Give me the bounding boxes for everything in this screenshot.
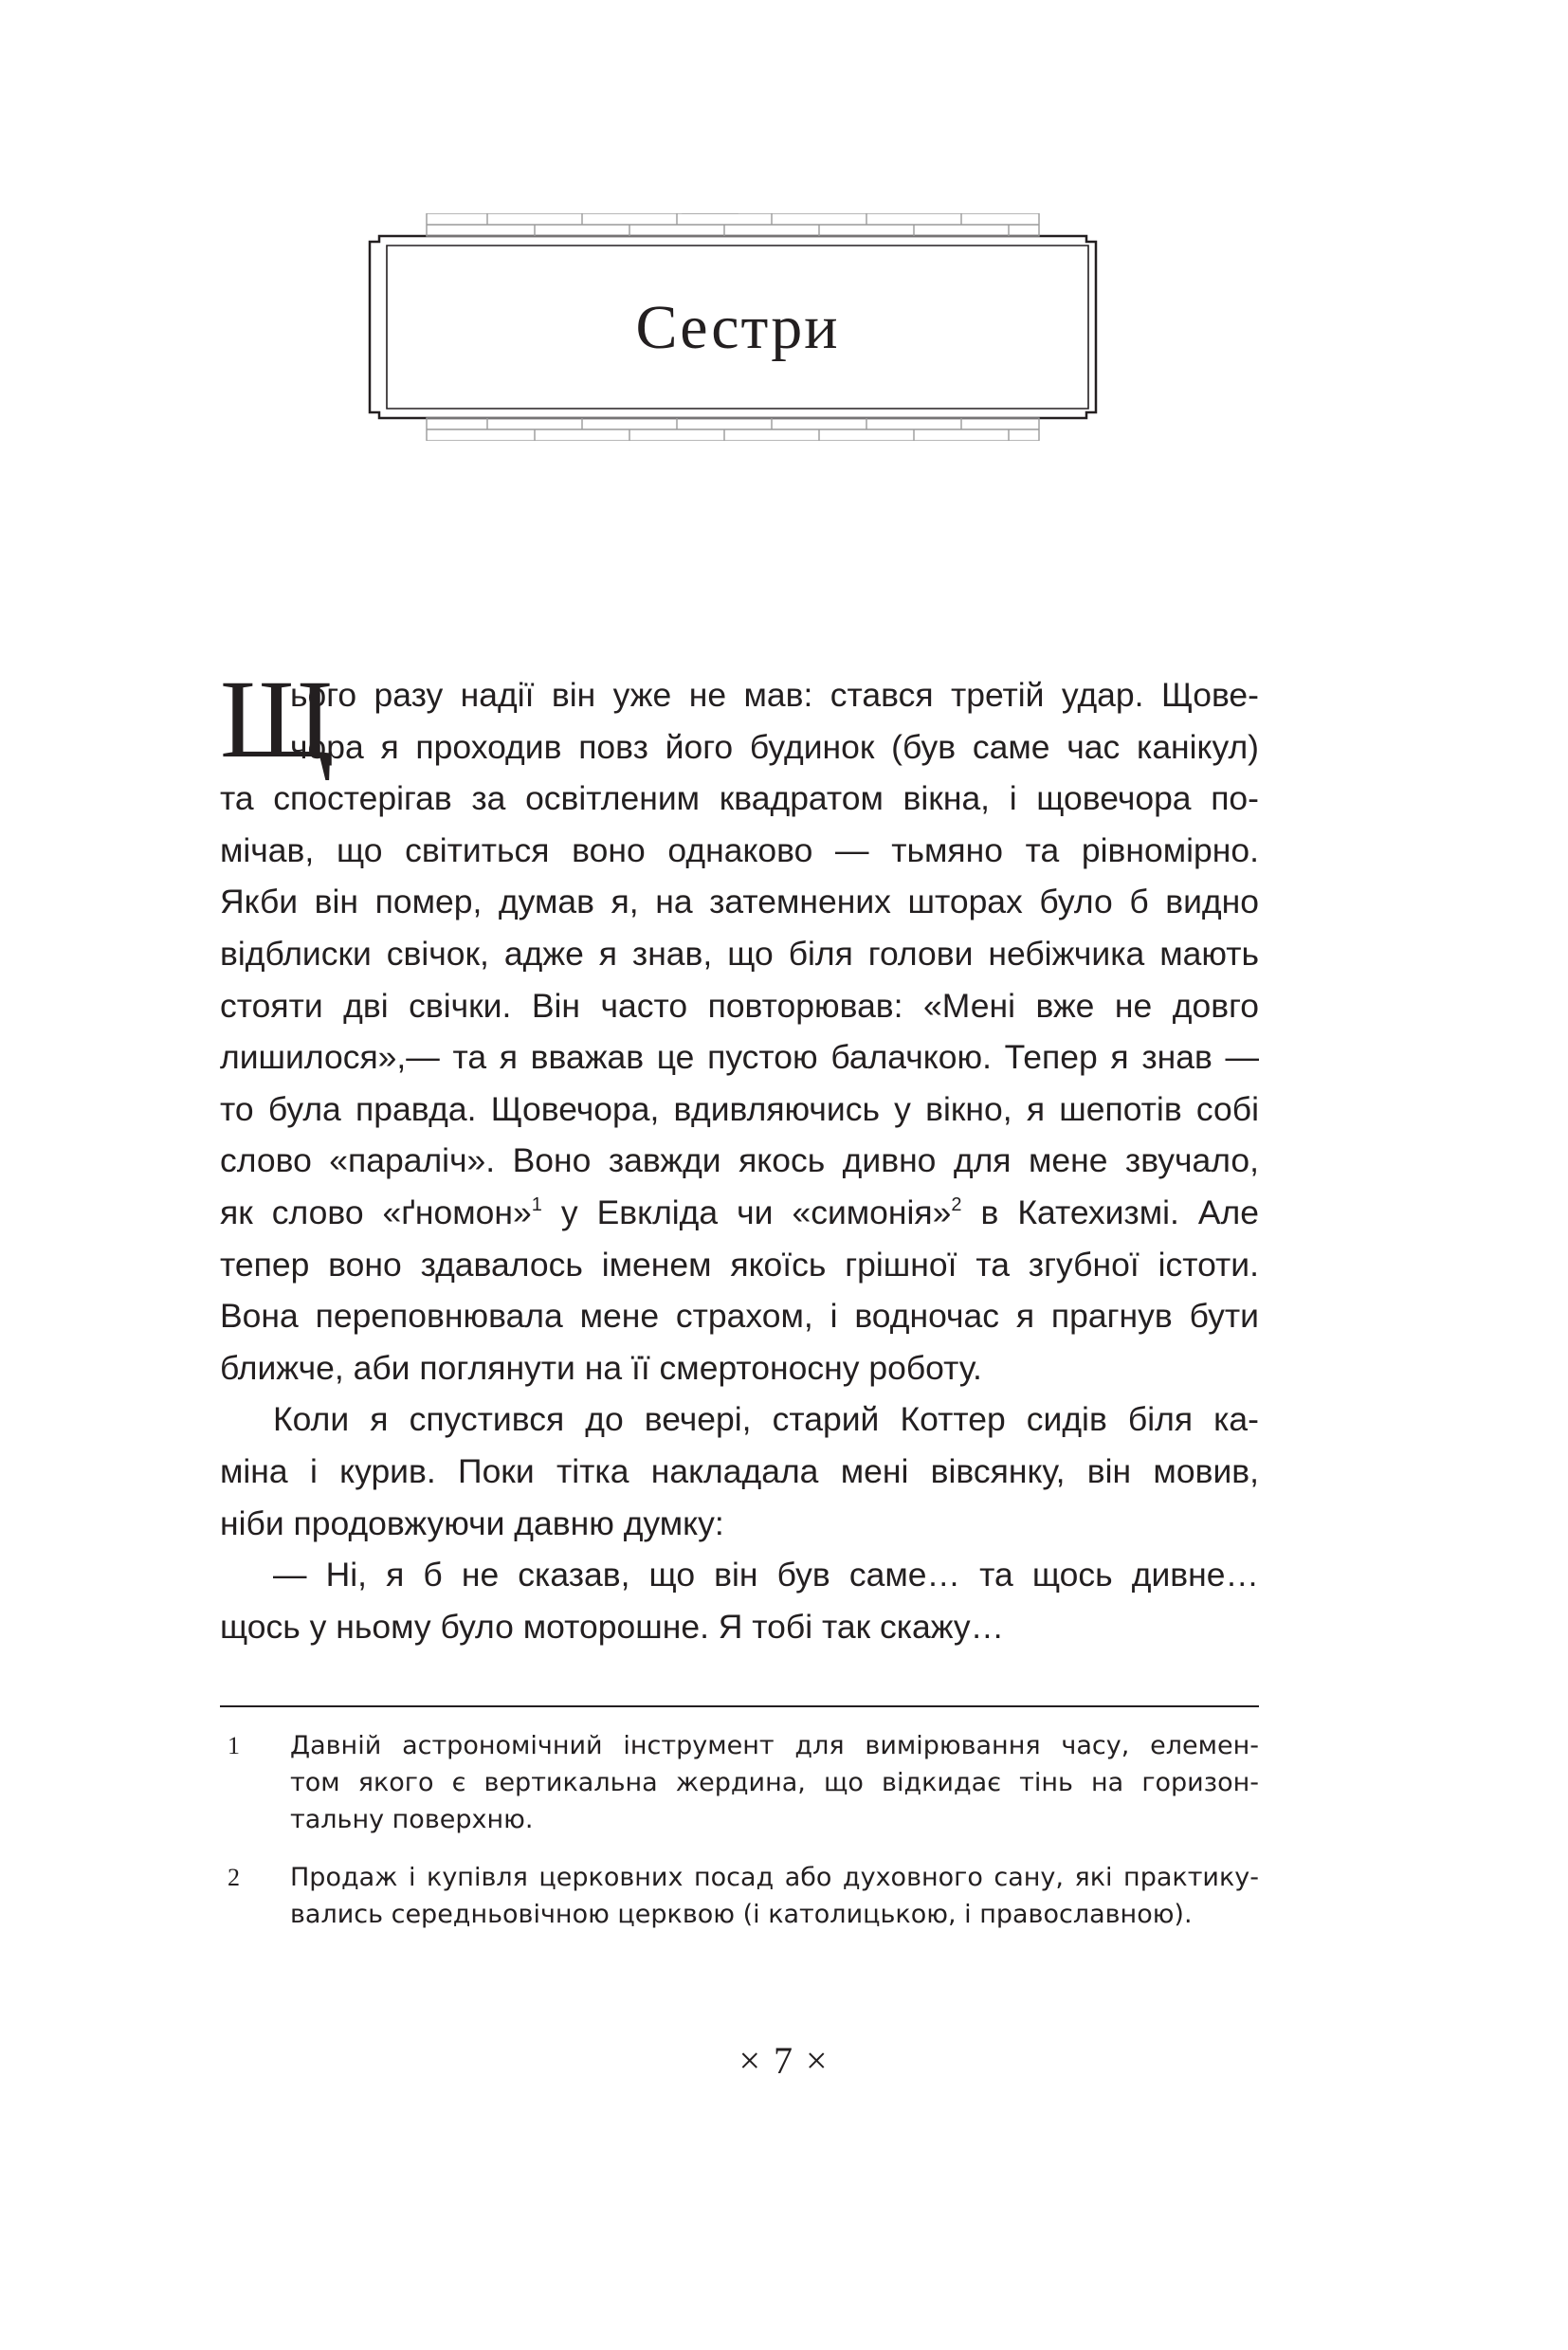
footnote-ref-1[interactable]: 1: [531, 1193, 542, 1215]
text-line: чора я проходив повз його будинок (був саме час канікул): [290, 727, 1259, 766]
text-line: лишилося»,— та я вважав це пустою балачкою. Тепер я знав —: [220, 1038, 1259, 1077]
footnotes: [220, 1727, 1259, 1954]
drop-cap: Щ: [220, 657, 334, 781]
footnote-1: [220, 1727, 1259, 1838]
text-line: ближче, аби поглянути на її смертоносну роботу.: [220, 1348, 982, 1387]
chapter-title-frame: [358, 213, 1117, 441]
body-text: [220, 657, 1259, 1652]
text-line: Якби він помер, думав я, на затемнених шторах було б видно: [220, 883, 1259, 921]
footnote-line: вались середньовічною церквою (і католицькою, і православною).: [290, 1900, 1193, 1929]
text-segment: в Катехизмі. Але: [961, 1193, 1259, 1231]
text-line: то була правда. Щовечора, вдивляючись у вікно, я шепотів собі: [220, 1089, 1259, 1128]
text-line: — Ні, я б не сказав, що він був саме… та щось дивне…: [273, 1556, 1259, 1594]
footnote-line: тальну поверхню.: [290, 1805, 534, 1834]
chapter-title: Сестри: [635, 293, 840, 362]
footnote-line: Давній астрономічний інструмент для вимірювання часу, елемен-: [290, 1731, 1259, 1760]
footnote-number: 2: [228, 1864, 240, 1891]
text-line: стояти дві свічки. Він часто повторював: «Мені вже не довго: [220, 986, 1259, 1025]
footnote-ref-2[interactable]: 2: [951, 1193, 962, 1215]
text-line: та спостерігав за освітленим квадратом вікна, і щовечора по-: [220, 779, 1259, 818]
footnote-line: Продаж і купівля церковних посад або духовного сану, які практику-: [290, 1863, 1259, 1892]
page-number: × 7 ×: [738, 2039, 830, 2082]
paragraph-3: [220, 1549, 1259, 1652]
text-line: слово «параліч». Воно завжди якось дивно для мене звучало,: [220, 1141, 1259, 1180]
paragraph-2: [220, 1394, 1259, 1549]
paragraph-1: [220, 657, 1259, 1394]
text-line: тепер воно здавалось іменем якоїсь грішної та згубної істоти.: [220, 1245, 1259, 1284]
footnote-number: 1: [228, 1732, 240, 1759]
text-line: міна і курив. Поки тітка накладала мені вівсянку, він мовив,: [220, 1451, 1259, 1490]
footnote-line: том якого є вертикальна жердина, що відкидає тінь на горизон-: [290, 1768, 1259, 1797]
text-line: ього разу надії він уже не мав: стався третій удар. Щове-: [290, 676, 1259, 714]
text-line: Вона переповнювала мене страхом, і водночас я прагнув бути: [220, 1297, 1259, 1336]
footnote-2: [220, 1859, 1259, 1933]
text-line: Коли я спустився до вечері, старий Коттер сидів біля ка-: [273, 1400, 1259, 1439]
text-line: мічав, що світиться воно однаково — тьмяно та рівномірно.: [220, 830, 1259, 869]
text-segment: як слово «ґномон»: [220, 1193, 532, 1231]
text-line: відблиски свічок, адже я знав, що біля голови небіжчика мають: [220, 934, 1259, 973]
text-segment: у Евкліда чи «симонія»: [541, 1193, 952, 1231]
footnote-divider: [220, 1705, 1259, 1707]
text-line: ніби продовжуючи давню думку:: [220, 1503, 724, 1542]
text-line: щось у ньому було моторошне. Я тобі так скажу…: [220, 1607, 1005, 1646]
text-line-with-footnote-refs: [220, 1187, 1259, 1239]
